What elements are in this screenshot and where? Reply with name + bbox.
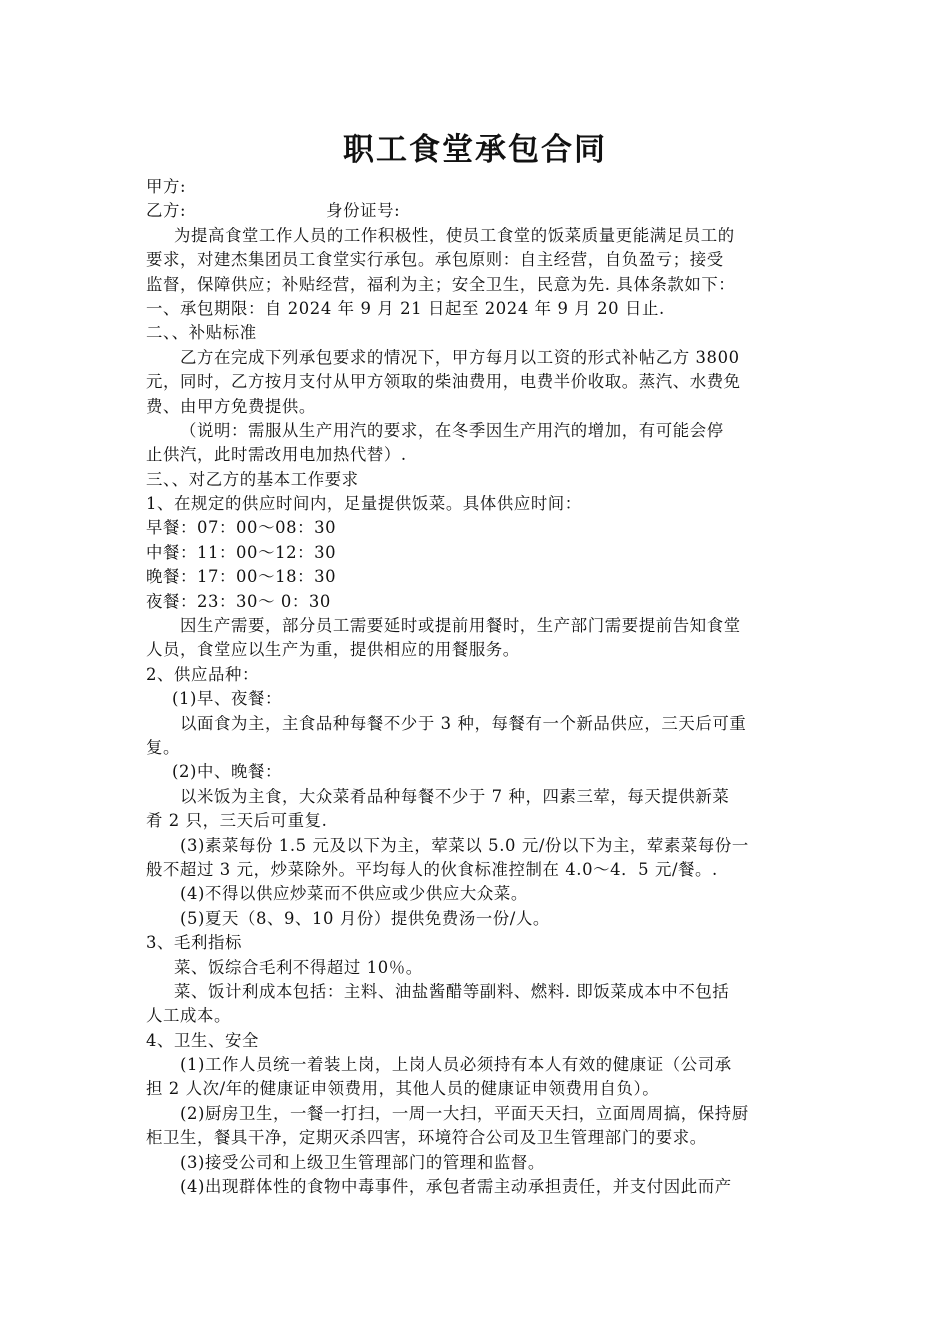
- paragraph-line: 菜、饭综合毛利不得超过 10％。: [174, 957, 423, 977]
- meal-time-night: 夜餐：23：30～ 0：30: [146, 591, 331, 611]
- paragraph-line: 菜、饭计利成本包括：主料、油盐酱醋等副料、燃料. 即饭菜成本中不包括: [174, 981, 730, 1001]
- id-number-label: 身份证号:: [326, 201, 401, 221]
- paragraph-line: 担 2 人次/年的健康证申领费用，其他人员的健康证申领费用自负）。: [146, 1079, 660, 1099]
- paragraph-line: 元，同时，乙方按月支付从甲方领取的柴油费用，电费半价收取。蒸汽、水费免: [146, 372, 741, 392]
- paragraph-line: 柜卫生，餐具干净，定期灭杀四害，环境符合公司及卫生管理部门的要求。: [146, 1128, 707, 1148]
- list-item: 3、毛利指标: [146, 933, 242, 953]
- sub-item: (3)接受公司和上级卫生管理部门的管理和监督。: [180, 1152, 545, 1172]
- note-line: （说明：需服从生产用汽的要求，在冬季因生产用汽的增加，有可能会停: [180, 420, 724, 440]
- paragraph-line: 人员，食堂应以生产为重，提供相应的用餐服务。: [146, 640, 520, 660]
- meal-time-lunch: 中餐：11：00～12：30: [146, 542, 337, 562]
- paragraph-line: 人工成本。: [146, 1006, 231, 1026]
- paragraph-line: 要求，对建杰集团员工食堂实行承包。承包原则：自主经营，自负盈亏；接受: [146, 250, 724, 270]
- sub-item: (2)厨房卫生，一餐一打扫，一周一大扫，平面天天扫，立面周周搞，保持厨: [180, 1103, 749, 1123]
- paragraph-line: 为提高食堂工作人员的工作积极性，使员工食堂的饭菜质量更能满足员工的: [174, 225, 735, 245]
- meal-time-breakfast: 早餐：07：00～08：30: [146, 518, 337, 538]
- sub-item: (5)夏天（8、9、10 月份）提供免费汤一份/人。: [180, 908, 550, 928]
- party-b-label: 乙方:: [146, 201, 187, 221]
- paragraph-line: 以米饭为主食，大众菜肴品种每餐不少于 7 种，四素三荤，每天提供新菜: [180, 786, 730, 806]
- paragraph-line: 因生产需要，部分员工需要延时或提前用餐时，生产部门需要提前告知食堂: [180, 616, 741, 636]
- paragraph-line: 肴 2 只，三天后可重复.: [146, 811, 328, 831]
- sub-item: (4)出现群体性的食物中毒事件，承包者需主动承担责任，并支付因此而产: [180, 1177, 732, 1197]
- sub-item: (1)工作人员统一着装上岗，上岗人员必须持有本人有效的健康证（公司承: [180, 1055, 732, 1075]
- paragraph-line: 监督，保障供应；补贴经营，福利为主；安全卫生，民意为先. 具体条款如下：: [146, 274, 736, 294]
- paragraph-line: 以面食为主，主食品种每餐不少于 3 种，每餐有一个新品供应，三天后可重: [180, 713, 747, 733]
- meal-time-dinner: 晚餐：17：00～18：30: [146, 567, 337, 587]
- sub-item: (1)早、夜餐：: [172, 689, 282, 709]
- party-b-line: [146, 199, 806, 223]
- paragraph-line: 费、由甲方免费提供。: [146, 396, 316, 416]
- section-heading: 三、、对乙方的基本工作要求: [146, 469, 359, 489]
- party-a-line: 甲方:: [146, 177, 187, 196]
- paragraph-line: 般不超过 3 元，炒菜除外。平均每人的伙食标准控制在 4.0～4．5 元/餐。.: [146, 859, 718, 879]
- list-item: 4、卫生、安全: [146, 1030, 259, 1050]
- section-heading: 二、、补贴标准: [146, 323, 257, 343]
- note-line: 止供汽，此时需改用电加热代替）.: [146, 445, 407, 465]
- sub-item: (4)不得以供应炒菜而不供应或少供应大众菜。: [180, 884, 528, 904]
- sub-item: (2)中、晚餐：: [172, 762, 282, 782]
- document-body: [146, 175, 806, 1199]
- paragraph-line: 乙方在完成下列承包要求的情况下，甲方每月以工资的形式补帖乙方 3800: [180, 347, 740, 367]
- document-title: 职工食堂承包合同: [343, 132, 607, 168]
- sub-item: (3)素菜每份 1.5 元及以下为主，荤菜以 5.0 元/份以下为主，荤素菜每份一: [180, 835, 749, 855]
- list-item: 1、在规定的供应时间内，足量提供饭菜。具体供应时间：: [146, 494, 582, 514]
- section-heading: 一、承包期限：自 2024 年 9 月 21 日起至 2024 年 9 月 20 日止.: [146, 298, 665, 318]
- list-item: 2、供应品种：: [146, 664, 259, 684]
- paragraph-line: 复。: [146, 737, 180, 757]
